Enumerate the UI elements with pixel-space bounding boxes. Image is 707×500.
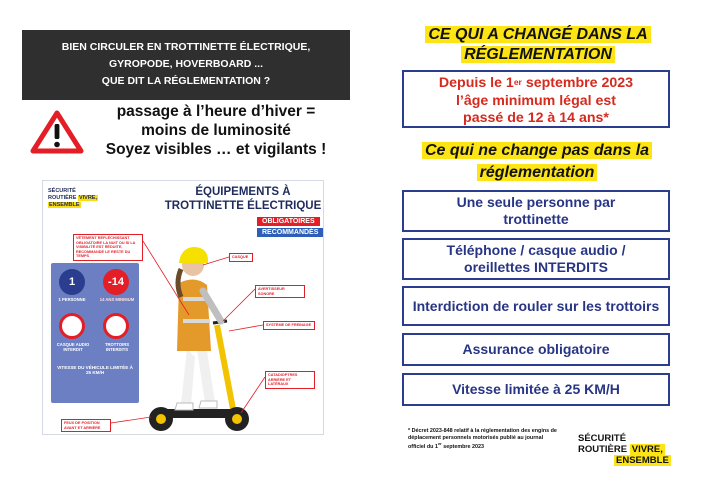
rule-no-phone-headphones: Téléphone / casque audio / oreillettes INTERDITS xyxy=(402,238,670,280)
rule-insurance-mandatory: Assurance obligatoire xyxy=(402,333,670,366)
poster-securite-routiere-logo: SÉCURITÉ ROUTIÈRE VIVRE, ENSEMBLE xyxy=(48,188,97,208)
winter-line-1: passage à l’heure d’hiver = xyxy=(116,103,316,120)
rule-min-age: 14 ANS MINIMUM xyxy=(99,297,135,302)
poster-title: ÉQUIPEMENTS À TROTTINETTE ÉLECTRIQUE xyxy=(164,186,322,212)
no-headphones-icon xyxy=(59,313,85,339)
main-title-line-2: GYROPODE, HOVERBOARD ... xyxy=(108,58,264,70)
rule-no-sidewalk: TROTTOIRS INTERDITS xyxy=(104,342,130,352)
main-title-box xyxy=(22,30,350,100)
securite-routiere-logo: SÉCURITÉ ROUTIÈRE VIVRE, ENSEMBLE xyxy=(578,433,669,466)
scooter-equipment-poster xyxy=(42,180,324,435)
no-sidewalk-icon xyxy=(103,313,129,339)
callout-reflective-vest: VÊTEMENT RÉFLÉCHISSANT OBLIGATOIRE LA NUIT OU SI LA VISIBILITÉ EST RÉDUITE, RECOMMANDÉ LE RESTE DU TEMPS xyxy=(73,234,143,261)
rule-speed-limit: VITESSE DU VÉHICULE LIMITÉE À 25 KM/H xyxy=(57,365,133,376)
callout-horn: AVERTISSEUR SONORE xyxy=(255,285,305,298)
unchanged-section-title: Ce qui ne change pas dans la réglementation xyxy=(396,140,678,184)
winter-line-2: moins de luminosité xyxy=(141,122,291,139)
one-person-icon: 1 xyxy=(59,269,85,295)
scooter-rider-illustration xyxy=(135,239,285,435)
rule-one-person: 1 PERSONNE xyxy=(58,297,86,302)
rule-speed-limit: Vitesse limitée à 25 KM/H xyxy=(402,373,670,406)
rule-no-sidewalk: Interdiction de rouler sur les trottoirs xyxy=(402,286,670,326)
callout-reflectors: CATADIOPTRES ARRIÈRE ET LATÉRAUX xyxy=(265,371,315,389)
tag-mandatory: OBLIGATOIRES xyxy=(257,217,320,226)
winter-time-message xyxy=(86,102,346,159)
main-title-line-1: BIEN CIRCULER EN TROTTINETTE ÉLECTRIQUE, xyxy=(61,41,311,53)
callout-helmet: CASQUE xyxy=(229,253,253,262)
rule-no-headphones: CASQUE AUDIO INTERDIT xyxy=(56,342,90,352)
min-age-value: -14 xyxy=(103,269,129,295)
rule-single-person: Une seule personne par trottinette xyxy=(402,190,670,232)
age-change-line-2: l’âge minimum légal est xyxy=(455,92,617,109)
age-change-box xyxy=(402,70,670,128)
tag-recommended: RECOMMANDÉS xyxy=(257,228,323,237)
age-change-line-3: passé de 12 à 14 ans* xyxy=(463,110,609,126)
callout-position-lights: FEUX DE POSITION AVANT ET ARRIÈRE xyxy=(61,419,111,432)
decree-footnote: * Décret 2023-848 relatif à la réglementation des engins de déplacement personnels motorisés publié au journal officiel du 1er septembre 2023 xyxy=(408,428,557,450)
warning-triangle-icon xyxy=(30,110,84,154)
age-change-line-1: Depuis le 1er septembre 2023 xyxy=(438,75,634,91)
callout-brake: SYSTÈME DE FREINAGE xyxy=(263,321,315,330)
changed-section-title: CE QUI A CHANGÉ DANS LA RÉGLEMENTATION xyxy=(404,25,672,65)
winter-line-3: Soyez visibles … et vigilants ! xyxy=(105,141,327,158)
rules-panel xyxy=(51,263,139,403)
main-title-line-3: QUE DIT LA RÉGLEMENTATION ? xyxy=(101,75,271,87)
